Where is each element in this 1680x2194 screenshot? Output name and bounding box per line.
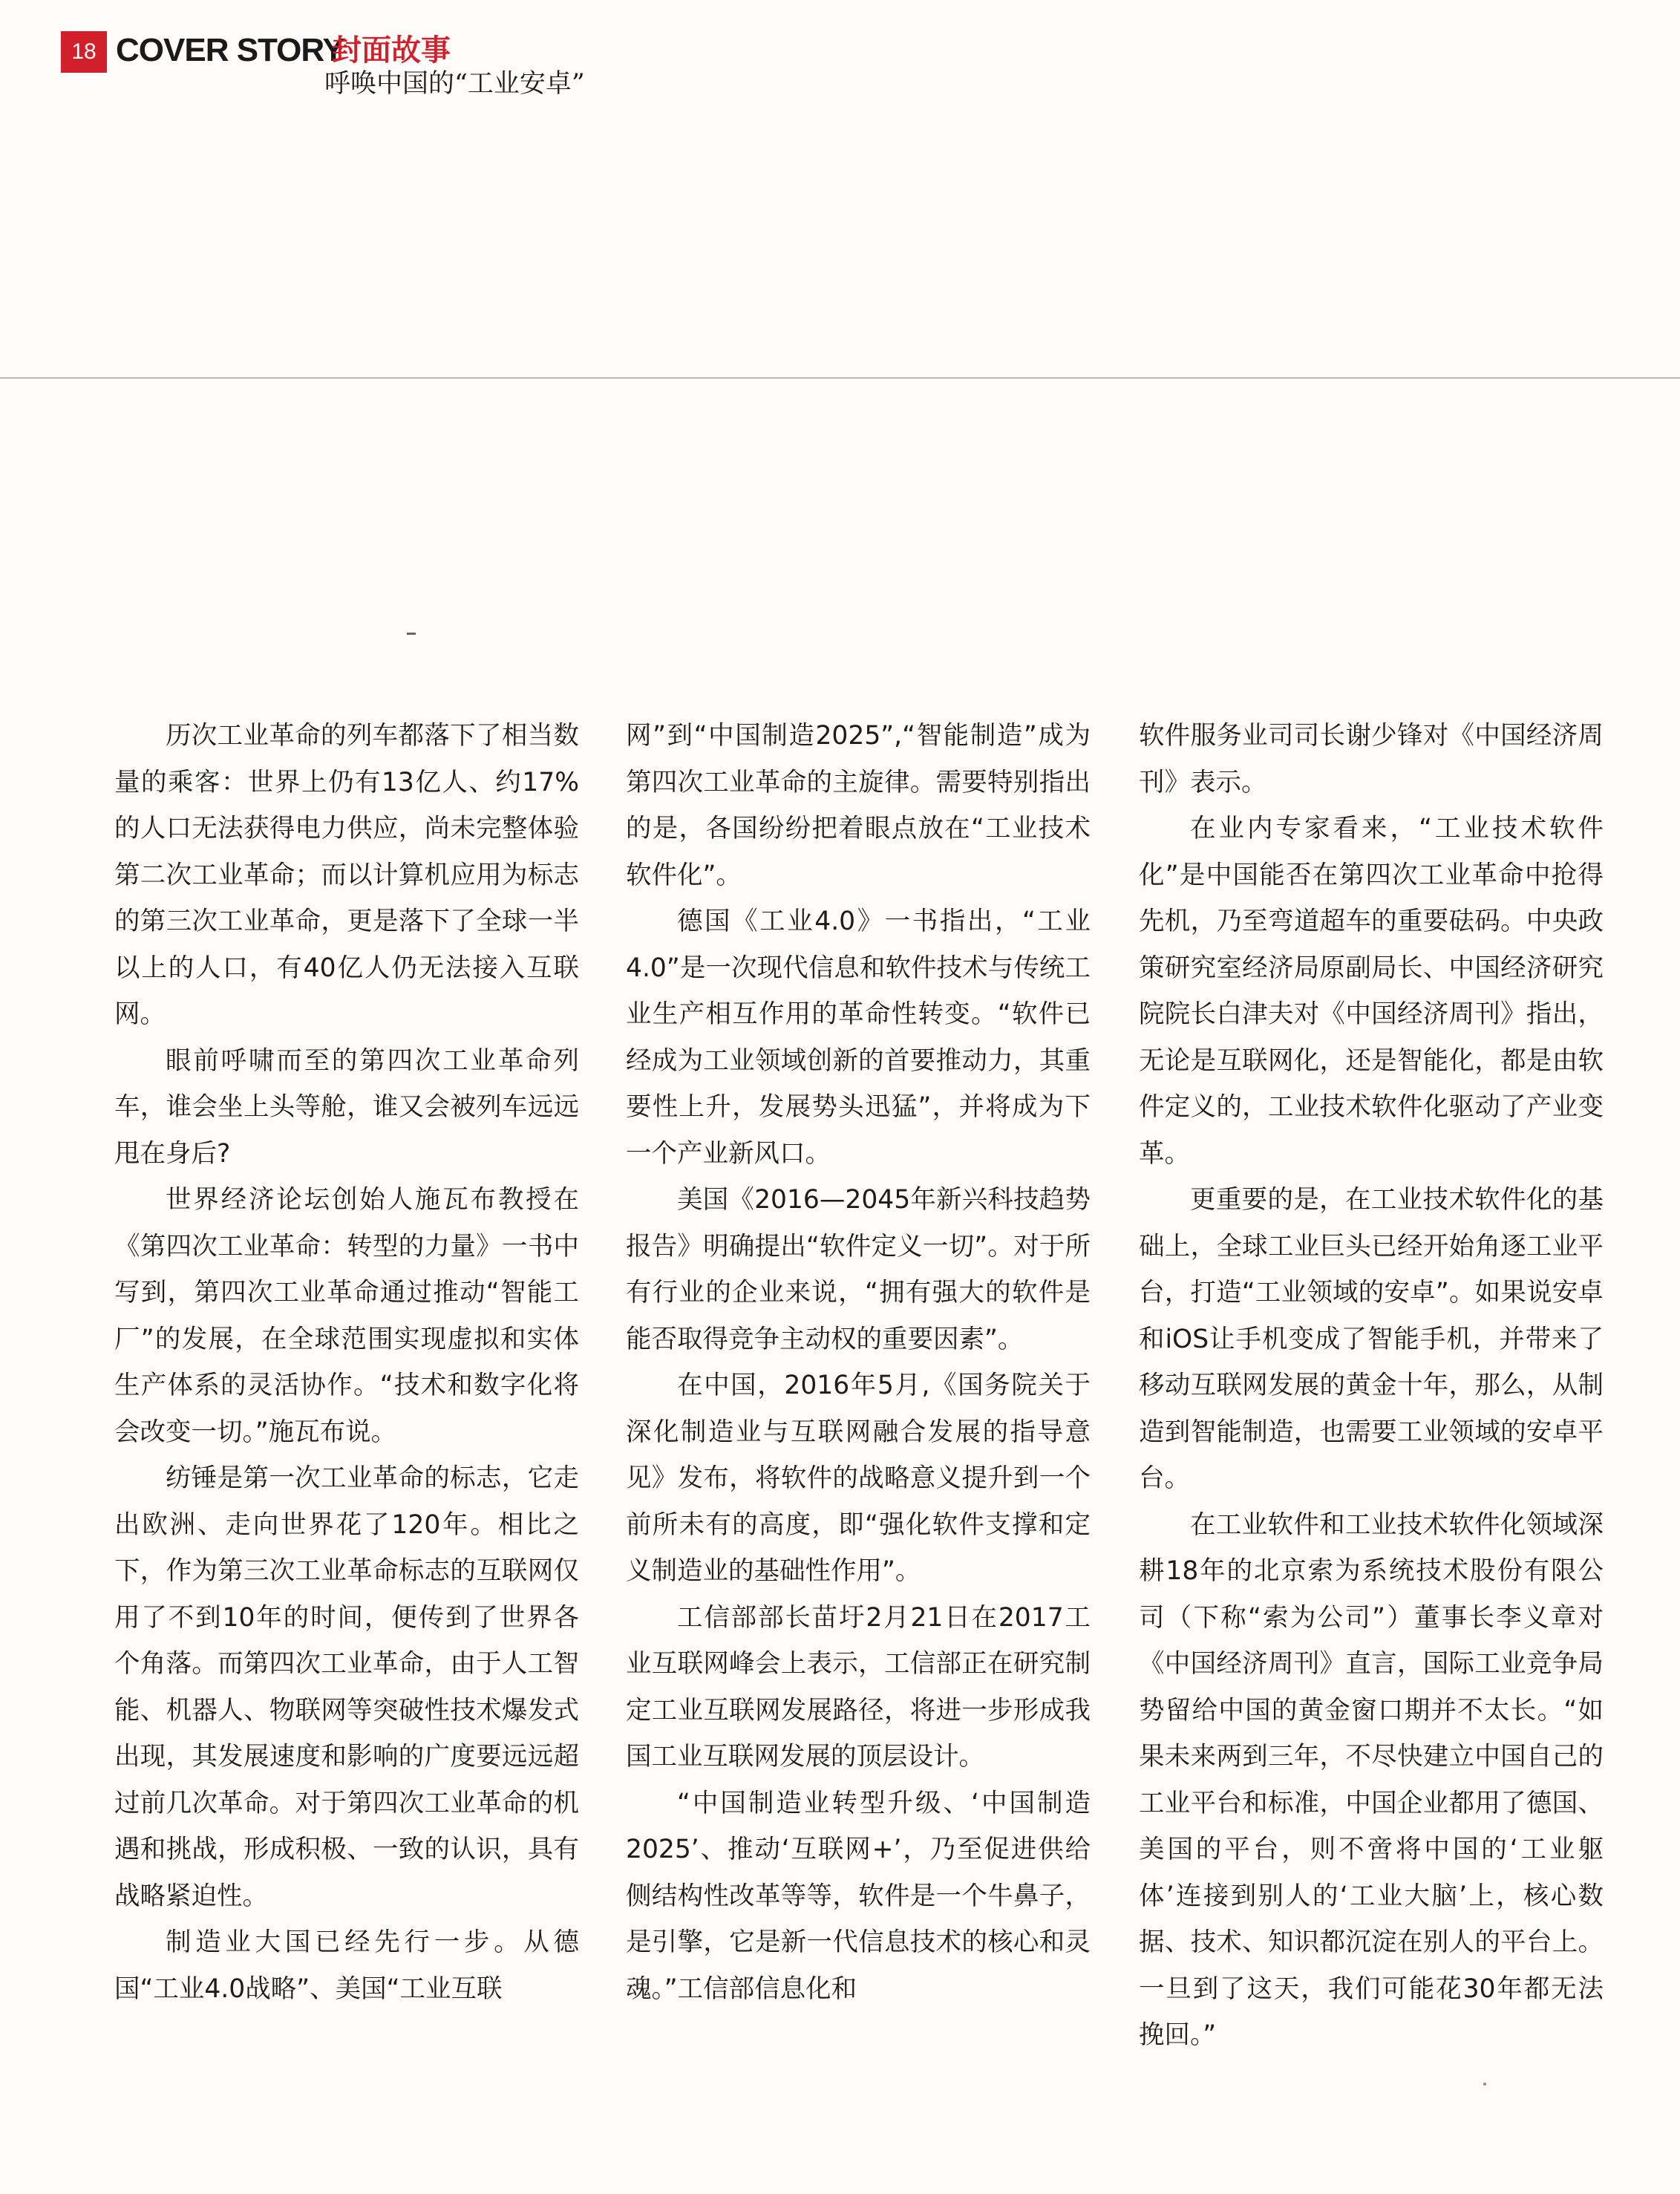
- print-dot: [1483, 2083, 1486, 2086]
- paragraph: 工信部部长苗圩2月21日在2017工业互联网峰会上表示，工信部正在研究制定工业互联网发展路径，将进一步形成我国工业互联网发展的顶层设计。: [626, 1602, 1091, 1772]
- paragraph: 纺锤是第一次工业革命的标志，它走出欧洲、走向世界花了120年。相比之下，作为第三次工业革命标志的互联网仅用了不到10年的时间，便传到了世界各个角落。而第四次工业革命，由于人工智能、机器人、物联网等突破性技术爆发式出现，其发展速度和影响的广度要远远超过前几次革命。对于第四次工业革命的机遇和挑战，形成积极、一致的认识，具有战略紧迫性。: [114, 1463, 579, 1911]
- paragraph: 世界经济论坛创始人施瓦布教授在《第四次工业革命：转型的力量》一书中写到，第四次工业革命通过推动“智能工厂”的发展，在全球范围实现虚拟和实体生产体系的灵活协作。“技术和数字化将会改变一切。”施瓦布说。: [114, 1185, 579, 1447]
- paragraph: 在工业软件和工业技术软件化领域深耕18年的北京索为系统技术股份有限公司（下称“索为公司”）董事长李义章对《中国经济周刊》直言，国际工业竞争局势留给中国的黄金窗口期并不太长。“如果未来两到三年，不尽快建立中国自己的工业平台和标准，中国企业都用了德国、美国的平台，则不啻将中国的‘工业躯体’连接到别人的‘工业大脑’上，核心数据、技术、知识都沉淀在别人的平台上。一旦到了这天，我们可能花30年都无法挽回。”: [1139, 1509, 1604, 2050]
- paragraph: 在业内专家看来，“工业技术软件化”是中国能否在第四次工业革命中抢得先机，乃至弯道超车的重要砝码。中央政策研究室经济局原副局长、中国经济研究院院长白津夫对《中国经济周刊》指出，无论是互联网化，还是智能化，都是由软件定义的，工业技术软件化驱动了产业变革。: [1139, 814, 1604, 1169]
- paragraph: 在中国，2016年5月,《国务院关于深化制造业与互联网融合发展的指导意见》发布，将软件的战略意义提升到一个前所未有的高度，即“强化软件支撑和定义制造业的基础性作用”。: [626, 1371, 1091, 1586]
- paragraph: 软件服务业司司长谢少锋对《中国经济周刊》表示。: [1139, 721, 1604, 797]
- paragraph: 历次工业革命的列车都落下了相当数量的乘客：世界上仍有13亿人、约17%的人口无法获得电力供应，尚未完整体验第二次工业革命；而以计算机应用为标志的第三次工业革命，更是落下了全球一半以上的人口，有40亿人仍无法接入互联网。: [114, 721, 579, 1029]
- section-title-cn: 封面故事: [332, 33, 451, 68]
- page-number: 18: [61, 31, 107, 73]
- paragraph: 网”到“中国制造2025”,“智能制造”成为第四次工业革命的主旋律。需要特别指出的是，各国纷纷把着眼点放在“工业技术软件化”。: [626, 721, 1091, 890]
- text-column-3: [1139, 713, 1604, 2059]
- section-title-en: COVER STORY: [116, 32, 344, 68]
- paragraph: “中国制造业转型升级、‘中国制造2025’、推动‘互联网+’，乃至促进供给侧结构性改革等等，软件是一个牛鼻子，是引擎，它是新一代信息技术的核心和灵魂。”工信部信息化和: [626, 1788, 1091, 2004]
- paragraph: 德国《工业4.0》一书指出，“工业4.0”是一次现代信息和软件技术与传统工业生产相互作用的革命性转变。“软件已经成为工业领域创新的首要推动力，其重要性上升，发展势头迅猛”，并将成为下一个产业新风口。: [626, 907, 1091, 1169]
- print-speck: [407, 633, 416, 635]
- paragraph: 制造业大国已经先行一步。从德国“工业4.0战略”、美国“工业互联: [114, 1927, 579, 2004]
- article-subtitle: 呼唤中国的“工业安卓”: [324, 69, 585, 99]
- paragraph: 更重要的是，在工业技术软件化的基础上，全球工业巨头已经开始角逐工业平台，打造“工业领域的安卓”。如果说安卓和iOS让手机变成了智能手机，并带来了移动互联网发展的黄金十年，那么，从制造到智能制造，也需要工业领域的安卓平台。: [1139, 1185, 1604, 1493]
- divider-rule: [0, 377, 1680, 379]
- text-column-1: [114, 713, 579, 2012]
- text-column-2: [626, 713, 1091, 2012]
- paragraph: 眼前呼啸而至的第四次工业革命列车，谁会坐上头等舱，谁又会被列车远远甩在身后?: [114, 1045, 579, 1169]
- paragraph: 美国《2016—2045年新兴科技趋势报告》明确提出“软件定义一切”。对于所有行业的企业来说，“拥有强大的软件是能否取得竞争主动权的重要因素”。: [626, 1185, 1091, 1354]
